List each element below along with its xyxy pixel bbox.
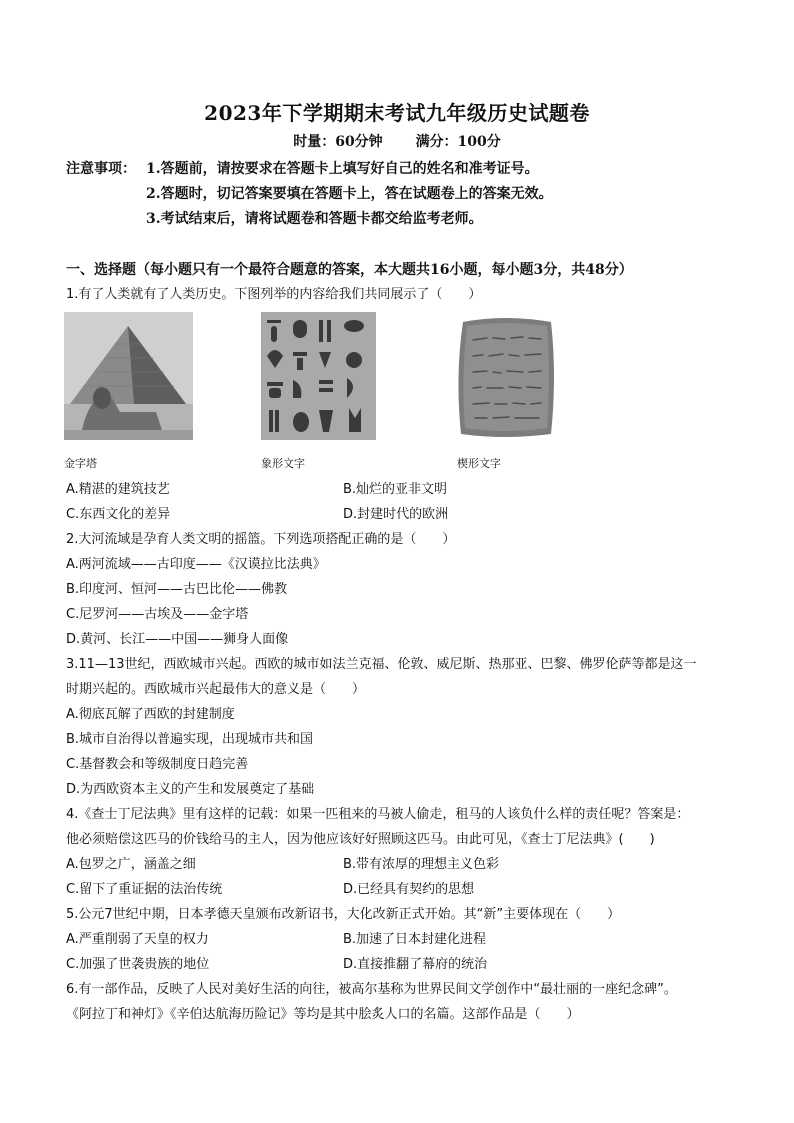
caption-pyramid: 金字塔: [64, 457, 97, 470]
question-3-stem-line-1: 3.11—13世纪，西欧城市兴起。西欧的城市如法兰克福、伦敦、威尼斯、热那亚、巴黎、佛罗伦萨等都是这一: [66, 657, 697, 672]
question-2-option-d: D.黄河、长江——中国——狮身人面像: [66, 632, 289, 647]
question-1-option-d: D.封建时代的欧洲: [343, 507, 449, 522]
caption-cuneiform: 楔形文字: [457, 457, 501, 470]
question-4-stem-line-1: 4.《查士丁尼法典》里有这样的记载：如果一匹租来的马被人偷走，租马的人该负什么样的责任呢？答案是：: [66, 807, 690, 822]
note-item-1: 1.答题前，请按要求在答题卡上填写好自己的姓名和准考证号。: [146, 161, 539, 177]
question-3-option-a: A.彻底瓦解了西欧的封建制度: [66, 707, 235, 722]
caption-hieroglyph: 象形文字: [261, 457, 305, 470]
question-2-option-a: A.两河流域——古印度——《汉谟拉比法典》: [66, 557, 326, 572]
exam-score: 满分：100分: [415, 134, 501, 150]
hieroglyph-image: [261, 312, 376, 440]
pyramid-image: [64, 312, 193, 440]
question-2-stem: 2.大河流域是孕育人类文明的摇篮。下列选项搭配正确的是（ ）: [66, 532, 456, 547]
question-3-option-c: C.基督教会和等级制度日趋完善: [66, 757, 249, 772]
question-4-stem-line-2: 他必须赔偿这匹马的价钱给马的主人，因为他应该好好照顾这匹马。由此可见，《查士丁尼法典》( ): [66, 832, 655, 847]
exam-meta: [0, 131, 794, 151]
cuneiform-tablet-image: [453, 312, 558, 440]
question-5-stem: 5.公元7世纪中期，日本孝德天皇颁布改新诏书，大化改新正式开始。其“新”主要体现在（ ）: [66, 907, 621, 922]
question-4-option-d: D.已经具有契约的思想: [343, 882, 475, 897]
question-2-option-c: C.尼罗河——古埃及——金字塔: [66, 607, 249, 622]
question-1-option-c: C.东西文化的差异: [66, 507, 171, 522]
question-5-option-d: D.直接推翻了幕府的统治: [343, 957, 488, 972]
question-1-option-a: A.精湛的建筑技艺: [66, 482, 170, 497]
section-heading: 一、选择题（每小题只有一个最符合题意的答案，本大题共16小题，每小题3分，共48分）: [66, 262, 633, 278]
question-4-option-a: A.包罗之广，涵盖之细: [66, 857, 196, 872]
question-5-option-b: B.加速了日本封建化进程: [343, 932, 487, 947]
question-5-option-a: A.严重削弱了天皇的权力: [66, 932, 209, 947]
question-3-option-b: B.城市自治得以普遍实现，出现城市共和国: [66, 732, 314, 747]
question-3-stem-line-2: 时期兴起的。西欧城市兴起最伟大的意义是（ ）: [66, 682, 366, 697]
question-6-stem-line-1: 6.有一部作品，反映了人民对美好生活的向往，被高尔基称为世界民间文学创作中“最壮丽的一座纪念碑”。: [66, 982, 677, 997]
exam-time: 时量：60分钟: [293, 134, 383, 150]
note-item-2: 2.答题时，切记答案要填在答题卡上，答在试题卷上的答案无效。: [146, 186, 553, 202]
question-1-option-b: B.灿烂的亚非文明: [343, 482, 448, 497]
question-3-option-d: D.为西欧资本主义的产生和发展奠定了基础: [66, 782, 315, 797]
note-item-3: 3.考试结束后，请将试题卷和答题卡都交给监考老师。: [146, 211, 483, 227]
question-4-option-b: B.带有浓厚的理想主义色彩: [343, 857, 500, 872]
question-5-option-c: C.加强了世袭贵族的地位: [66, 957, 210, 972]
question-4-option-c: C.留下了重证据的法治传统: [66, 882, 223, 897]
question-6-stem-line-2: 《阿拉丁和神灯》《辛伯达航海历险记》等均是其中脍炙人口的名篇。这部作品是（ ）: [66, 1007, 580, 1022]
question-2-option-b: B.印度河、恒河——古巴比伦——佛教: [66, 582, 288, 597]
exam-title: 2023年下学期期末考试九年级历史试题卷: [204, 101, 590, 125]
question-1-stem: 1.有了人类就有了人类历史。下图列举的内容给我们共同展示了（ ）: [66, 287, 482, 302]
notes-label: 注意事项：: [66, 161, 136, 177]
